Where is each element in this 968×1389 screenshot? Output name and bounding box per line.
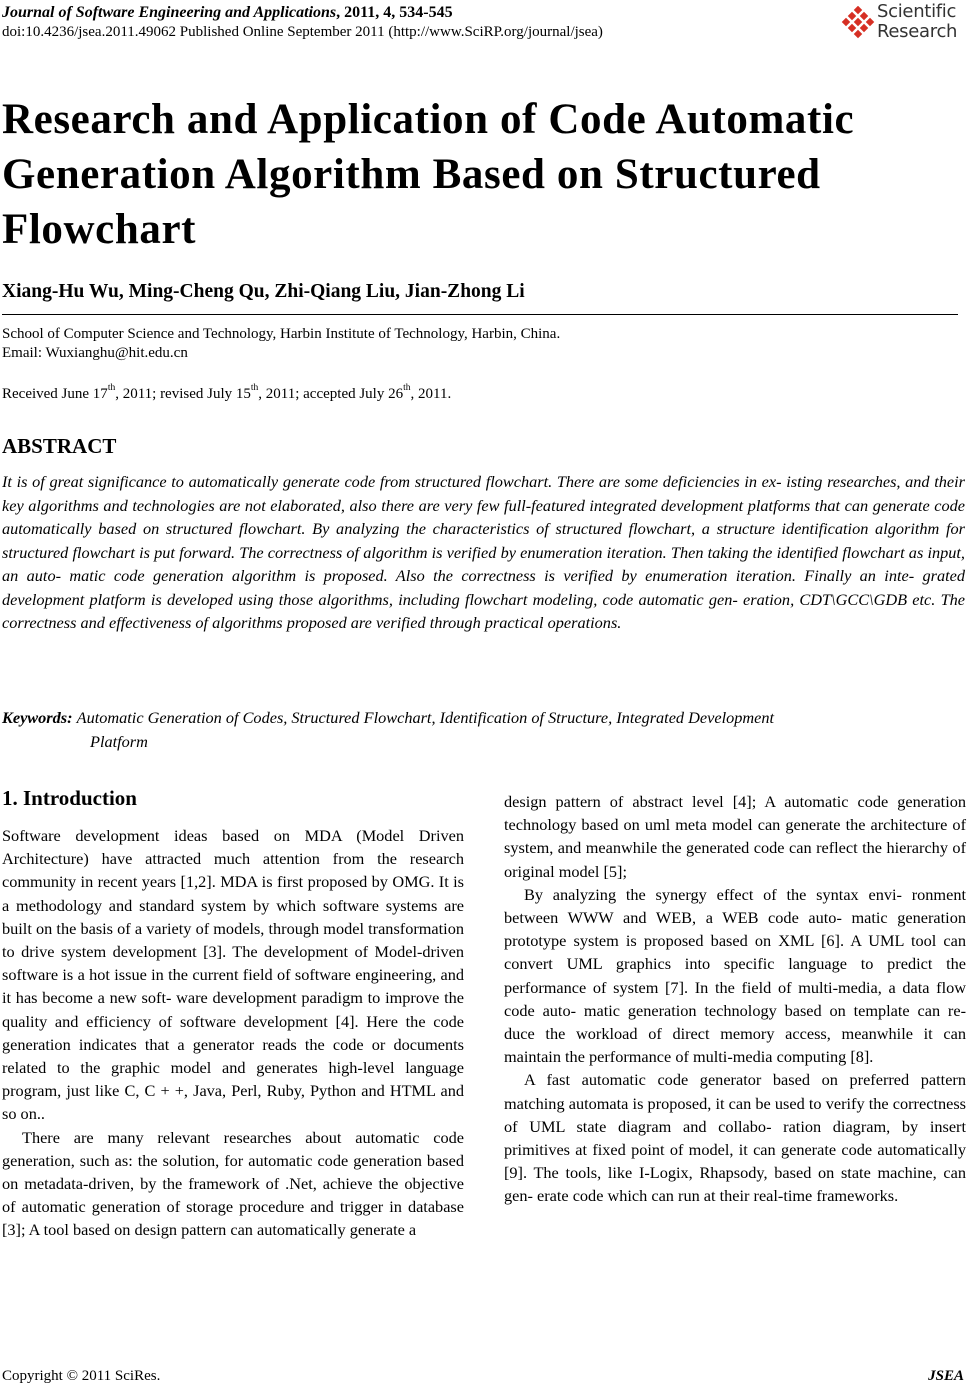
doi-line: doi:10.4236/jsea.2011.49062 Published Online September 2011 (http://www.SciRP.org/journal/jsea) [2, 24, 603, 40]
journal-citation [2, 4, 453, 22]
page-header [0, 2, 968, 52]
publisher-logo [841, 2, 966, 46]
received-dates [2, 383, 452, 403]
divider [2, 314, 958, 315]
ordinal-suffix: th [107, 383, 116, 393]
section-heading-introduction: 1. Introduction [2, 786, 137, 810]
keywords [2, 706, 965, 753]
affiliation: School of Computer Science and Technology, Harbin Institute of Technology, Harbin, China. [2, 326, 561, 342]
journal-name: Journal of Software Engineering and Applications [2, 4, 337, 21]
keywords-list-continued: Platform [90, 731, 148, 751]
paragraph: design pattern of abstract level [4]; A automatic code generation technology based on uml meta model can generate the architecture of system, and meanwhile the generated code can reflect the hierarchy of original model [5]; [504, 792, 966, 881]
paragraph: Software development ideas based on MDA (Model Driven Architecture) have attracted much attention from the research community in recent years [1,2]. MDA is first proposed by OMG. It is a methodology and standard system by which software systems are built on the basis of a variety of models, through model transformation to drive system development [3]. The development of Model-driven software is a hot issue in the current field of software engineering, and it has become a new soft- ware development paradigm to improve the quality and efficiency of software development [4]. Here the code generation indicates that a generator reads the code or documents related to the graphic model and generates high-level language program, just like C, C + +, Java, Perl, Ruby, Python and HTML and so on.. [2, 826, 464, 1124]
right-column [504, 790, 966, 1208]
paragraph: By analyzing the synergy effect of the syntax envi- ronment between WWW and WEB, a WEB code auto- matic generation prototype system is proposed based on XML [6]. A UML tool can convert UML graphics into specific language to predict the performance of system [7]. In the field of multi-media, a data flow code auto- matic generation technology based on template can re- duce the workload of direct memory access, meanwhile it can maintain the performance of multi-media computing [8]. [504, 884, 966, 1067]
logo-line-2: Research [877, 21, 958, 42]
journal-abbreviation: JSEA [928, 1368, 964, 1384]
logo-line-1: Scientific [877, 1, 957, 22]
received-text: Received June 17 [2, 386, 108, 402]
title-line-1: Research and Application of Code Automatic [2, 96, 855, 143]
paragraph: There are many relevant researches about automatic code generation, such as: the solution, for automatic code generation based on metadata-driven, by the framework of .Net, achieve the objective of automatic generation of storage procedure and trigger in database [3]; A tool based on design pattern can automatically generate a [2, 1127, 464, 1240]
paragraph: A fast automatic code generator based on preferred pattern matching automata is proposed, it can be used to verify the correctness of UML state diagram and collabo- ration diagram, by insert primitives at fixed point of model, it can generate code automatically [9]. The tools, like I-Logix, Rhapsody, based on state machine, can gen- erate code which can run at their real-time frameworks. [504, 1070, 966, 1206]
scirp-logo-icon [841, 6, 875, 40]
abstract-heading: ABSTRACT [2, 434, 117, 458]
logo-text [877, 2, 957, 42]
ordinal-suffix: th [403, 383, 411, 393]
accepted-text: , 2011; accepted July 26 [258, 386, 404, 402]
author-list: Xiang-Hu Wu, Ming-Cheng Qu, Zhi-Qiang Liu, Jian-Zhong Li [2, 281, 525, 302]
email: Email: Wuxianghu@hit.edu.cn [2, 345, 188, 361]
copyright: Copyright © 2011 SciRes. [2, 1368, 161, 1384]
keywords-list: Automatic Generation of Codes, Structured Flowchart, Identification of Structure, Integrated Development [76, 708, 775, 727]
abstract-text: It is of great significance to automatically generate code from structured flowchart. There are some deficiencies in ex- isting researches, and their key algorithms and technologies are not elaborated, also there are very few full-featured integrated development platforms that can generate code automatically based on structured flowchart. By analyzing the characteristics of structured flowchart, a structure identification algorithm for structured flowchart is put forward. The correctness of algorithm is verified by enumeration iteration. Then taking the identified flowchart as input, an auto- matic code generation algorithm is proposed. Also the correctness is verified by enumeration iteration. Finally an inte- grated development platform is developed using those algorithms, including flowchart modeling, code automatic gen- eration, CDT\GCC\GDB etc. The correctness and effectiveness of algorithms proposed are verified through practical operations. [2, 472, 965, 632]
paper-title [2, 92, 942, 257]
ordinal-suffix: th [250, 383, 259, 393]
left-column [2, 824, 464, 1242]
journal-volume: , 2011, 4, 534-545 [336, 4, 453, 21]
year-text: , 2011. [410, 386, 452, 402]
revised-text: , 2011; revised July 15 [115, 386, 251, 402]
title-line-2: Generation Algorithm Based on Structured [2, 151, 821, 198]
keywords-label: Keywords: [2, 708, 73, 727]
affiliation-block [2, 325, 560, 363]
title-line-3: Flowchart [2, 206, 197, 253]
